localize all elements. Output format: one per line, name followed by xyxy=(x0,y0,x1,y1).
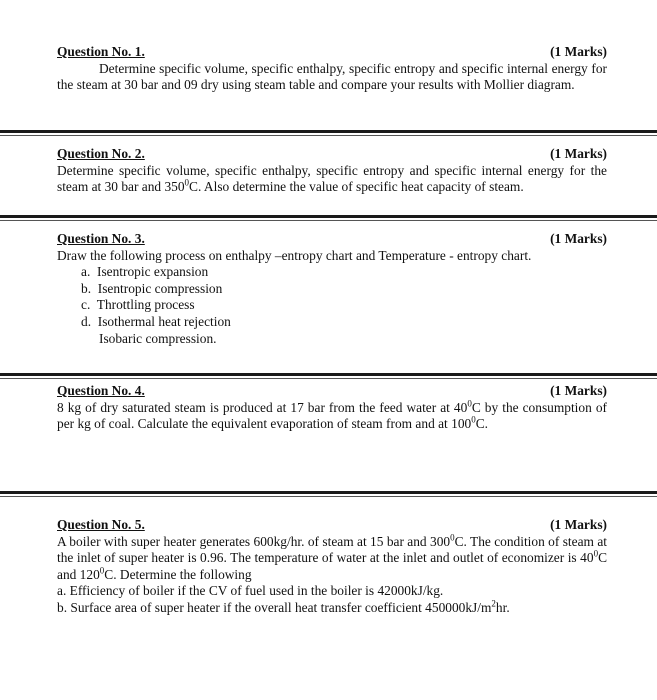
question-1-title: Question No. 1. xyxy=(57,44,145,59)
question-5-text: A boiler with super heater generates 600kg/hr. of steam at 15 bar and $300^0C$. The condition of steam at the inlet of super heater is 0.96. The temperature of water at the inlet and outlet of economizer is $40^0C$ and $120^0C$. Determine the following xyxy=(57,532,607,582)
question-2-marks: (1 Marks) xyxy=(550,146,607,161)
list-item: c. Throttling process xyxy=(81,297,195,313)
question-2-title: Question No. 2. xyxy=(57,146,145,161)
question-4-marks: (1 Marks) xyxy=(550,383,607,398)
process-list xyxy=(57,264,607,330)
question-2 xyxy=(57,146,607,196)
list-item: b. Isentropic compression xyxy=(81,280,223,296)
question-5-title: Question No. 5. xyxy=(57,517,145,532)
question-3-marks: (1 Marks) xyxy=(550,231,607,246)
divider-1 xyxy=(0,130,657,136)
question-3-header xyxy=(57,231,607,248)
question-1-marks: (1 Marks) xyxy=(550,44,607,59)
list-item: a. Isentropic expansion xyxy=(81,264,209,280)
list-item: d. Isothermal heat rejection xyxy=(81,313,231,329)
question-1-text: Determine specific volume, specific enthalpy, specific entropy and specific internal energy for the steam at 30 bar and 09 dry using steam table and compare your results with Mollier diagram. xyxy=(57,60,607,93)
divider-2 xyxy=(0,215,657,221)
question-1 xyxy=(57,44,607,94)
divider-4 xyxy=(0,491,657,497)
question-3-text: Draw the following process on enthalpy –entropy chart and Temperature - entropy chart. xyxy=(57,247,532,263)
question-4-title: Question No. 4. xyxy=(57,383,145,398)
question-5-part-a: a. Efficiency of boiler if the CV of fuel used in the boiler is 42000kJ/kg. xyxy=(57,583,444,599)
question-3 xyxy=(57,231,607,347)
question-4-text: 8 kg of dry saturated steam is produced at 17 bar from the feed water at $40^0C$ by the consumption of per kg of coal. Calculate the equivalent evaporation of steam from and at $100^0C$. xyxy=(57,398,607,432)
question-2-header xyxy=(57,146,607,163)
question-3-extra: Isobaric compression. xyxy=(99,330,217,346)
question-4 xyxy=(57,383,607,433)
question-1-header xyxy=(57,44,607,61)
question-3-title: Question No. 3. xyxy=(57,231,145,246)
question-5-marks: (1 Marks) xyxy=(550,517,607,532)
divider-3 xyxy=(0,373,657,379)
question-5 xyxy=(57,517,607,617)
question-5-part-b: b. Surface area of super heater if the overall heat transfer coefficient $450000kJ/m^2hr$. xyxy=(57,598,510,615)
question-5-header xyxy=(57,517,607,534)
question-2-text: Determine specific volume, specific enthalpy, specific entropy and specific internal energy for the steam at 30 bar and $350^0C$. Also determine the value of specific heat capacity of steam. xyxy=(57,162,607,195)
question-4-header xyxy=(57,383,607,400)
